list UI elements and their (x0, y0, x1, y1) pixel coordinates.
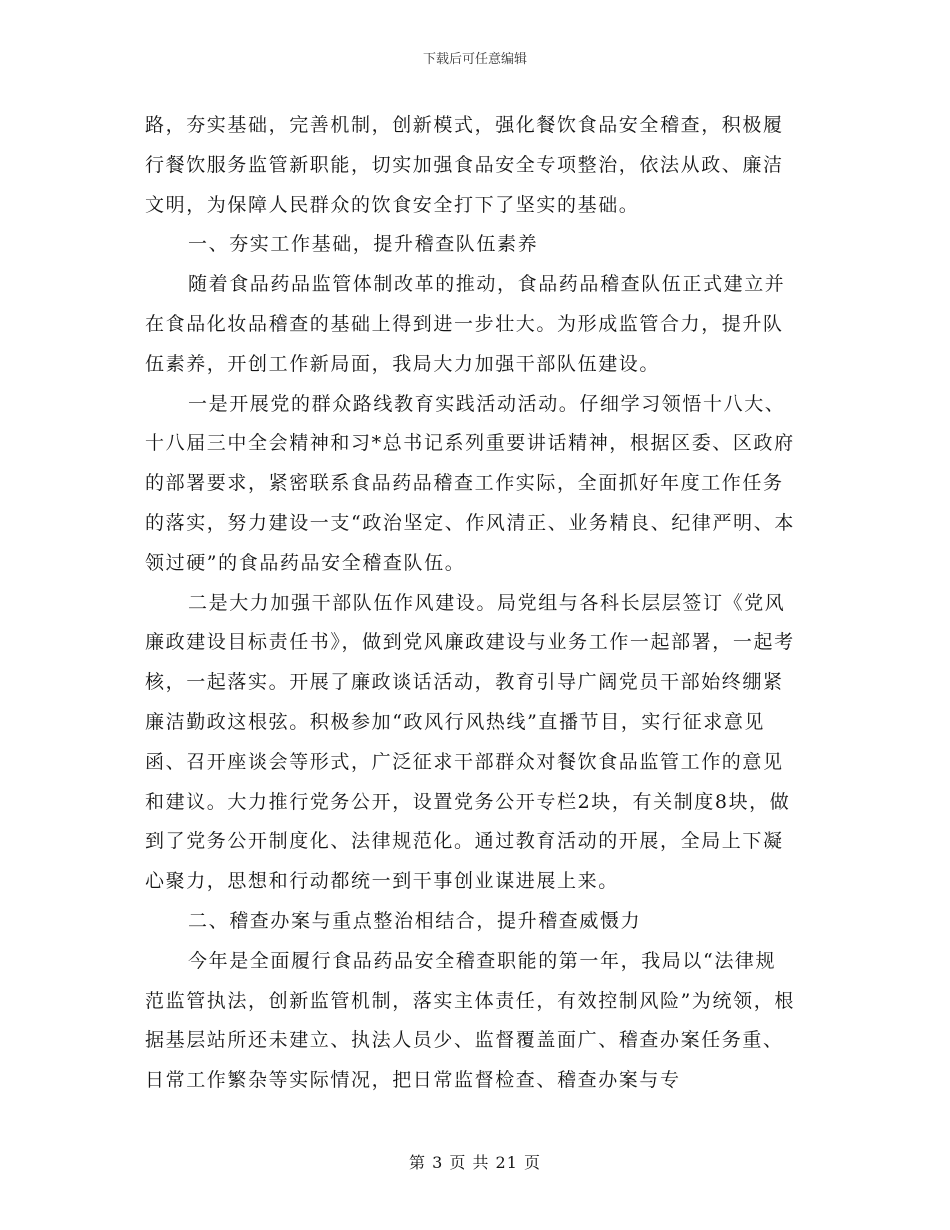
paragraph: 一是开展党的群众路线教育实践活动活动。仔细学习领悟十八大、十八届三中全会精神和习*总书记系列重要讲话精神，根据区委、区政府的部署要求，紧密联系食品药品稽查工作实际，全面抓好年度工作任务的落实，努力建设一支“政治坚定、作风清正、业务精良、纪律严明、本领过硬”的食品药品安全稽查队伍。 (145, 392, 795, 574)
paragraph: 二是大力加强干部队伍作风建设。局党组与各科长层层签订《党风廉政建设目标责任书》，做到党风廉政建设与业务工作一起部署，一起考核，一起落实。开展了廉政谈话活动，教育引导广阔党员干部始终绷紧廉洁勤政这根弦。积极参加“政风行风热线”直播节目，实行征求意见函、召开座谈会等形式，广泛征求干部群众对餐饮食品监管工作的意见和建议。大力推行党务公开，设置党务公开专栏2块，有关制度8块，做到了党务公开制度化、法律规范化。通过教育活动的开展，全局上下凝心聚力，思想和行动都统一到干事创业谋进展上来。 (145, 591, 795, 893)
section-heading-1: 一、夯实工作基础，提升稽查队伍素养 (188, 233, 539, 256)
section-heading-2: 二、稽查办案与重点整治相结合，提升稽查威慑力 (188, 909, 642, 932)
paragraph-continuation: 路，夯实基础，完善机制，创新模式，强化餐饮食品安全稽查，积极履行餐饮服务监管新职能，切实加强食品安全专项整治，依法从政、廉洁文明，为保障人民群众的饮食安全打下了坚实的基础。 (145, 114, 784, 216)
paragraph: 随着食品药品监管体制改革的推动，食品药品稽查队伍正式建立并在食品化妆品稽查的基础上得到进一步壮大。为形成监管合力，提升队伍素养，开创工作新局面，我局大力加强干部队伍建设。 (145, 273, 786, 375)
document-body (145, 106, 795, 1101)
page-number: 第 3 页 共 21 页 (409, 1153, 541, 1172)
paragraph: 今年是全面履行食品药品安全稽查职能的第一年，我局以“法律规范监管执法，创新监管机制，落实主体责任，有效控制风险”为统领，根据基层站所还未建立、执法人员少、监督覆盖面广、稽查办案任务重、日常工作繁杂等实际情况，把日常监督检查、稽查办案与专 (145, 949, 795, 1092)
page-header: 下载后可任意编辑 (422, 52, 527, 67)
